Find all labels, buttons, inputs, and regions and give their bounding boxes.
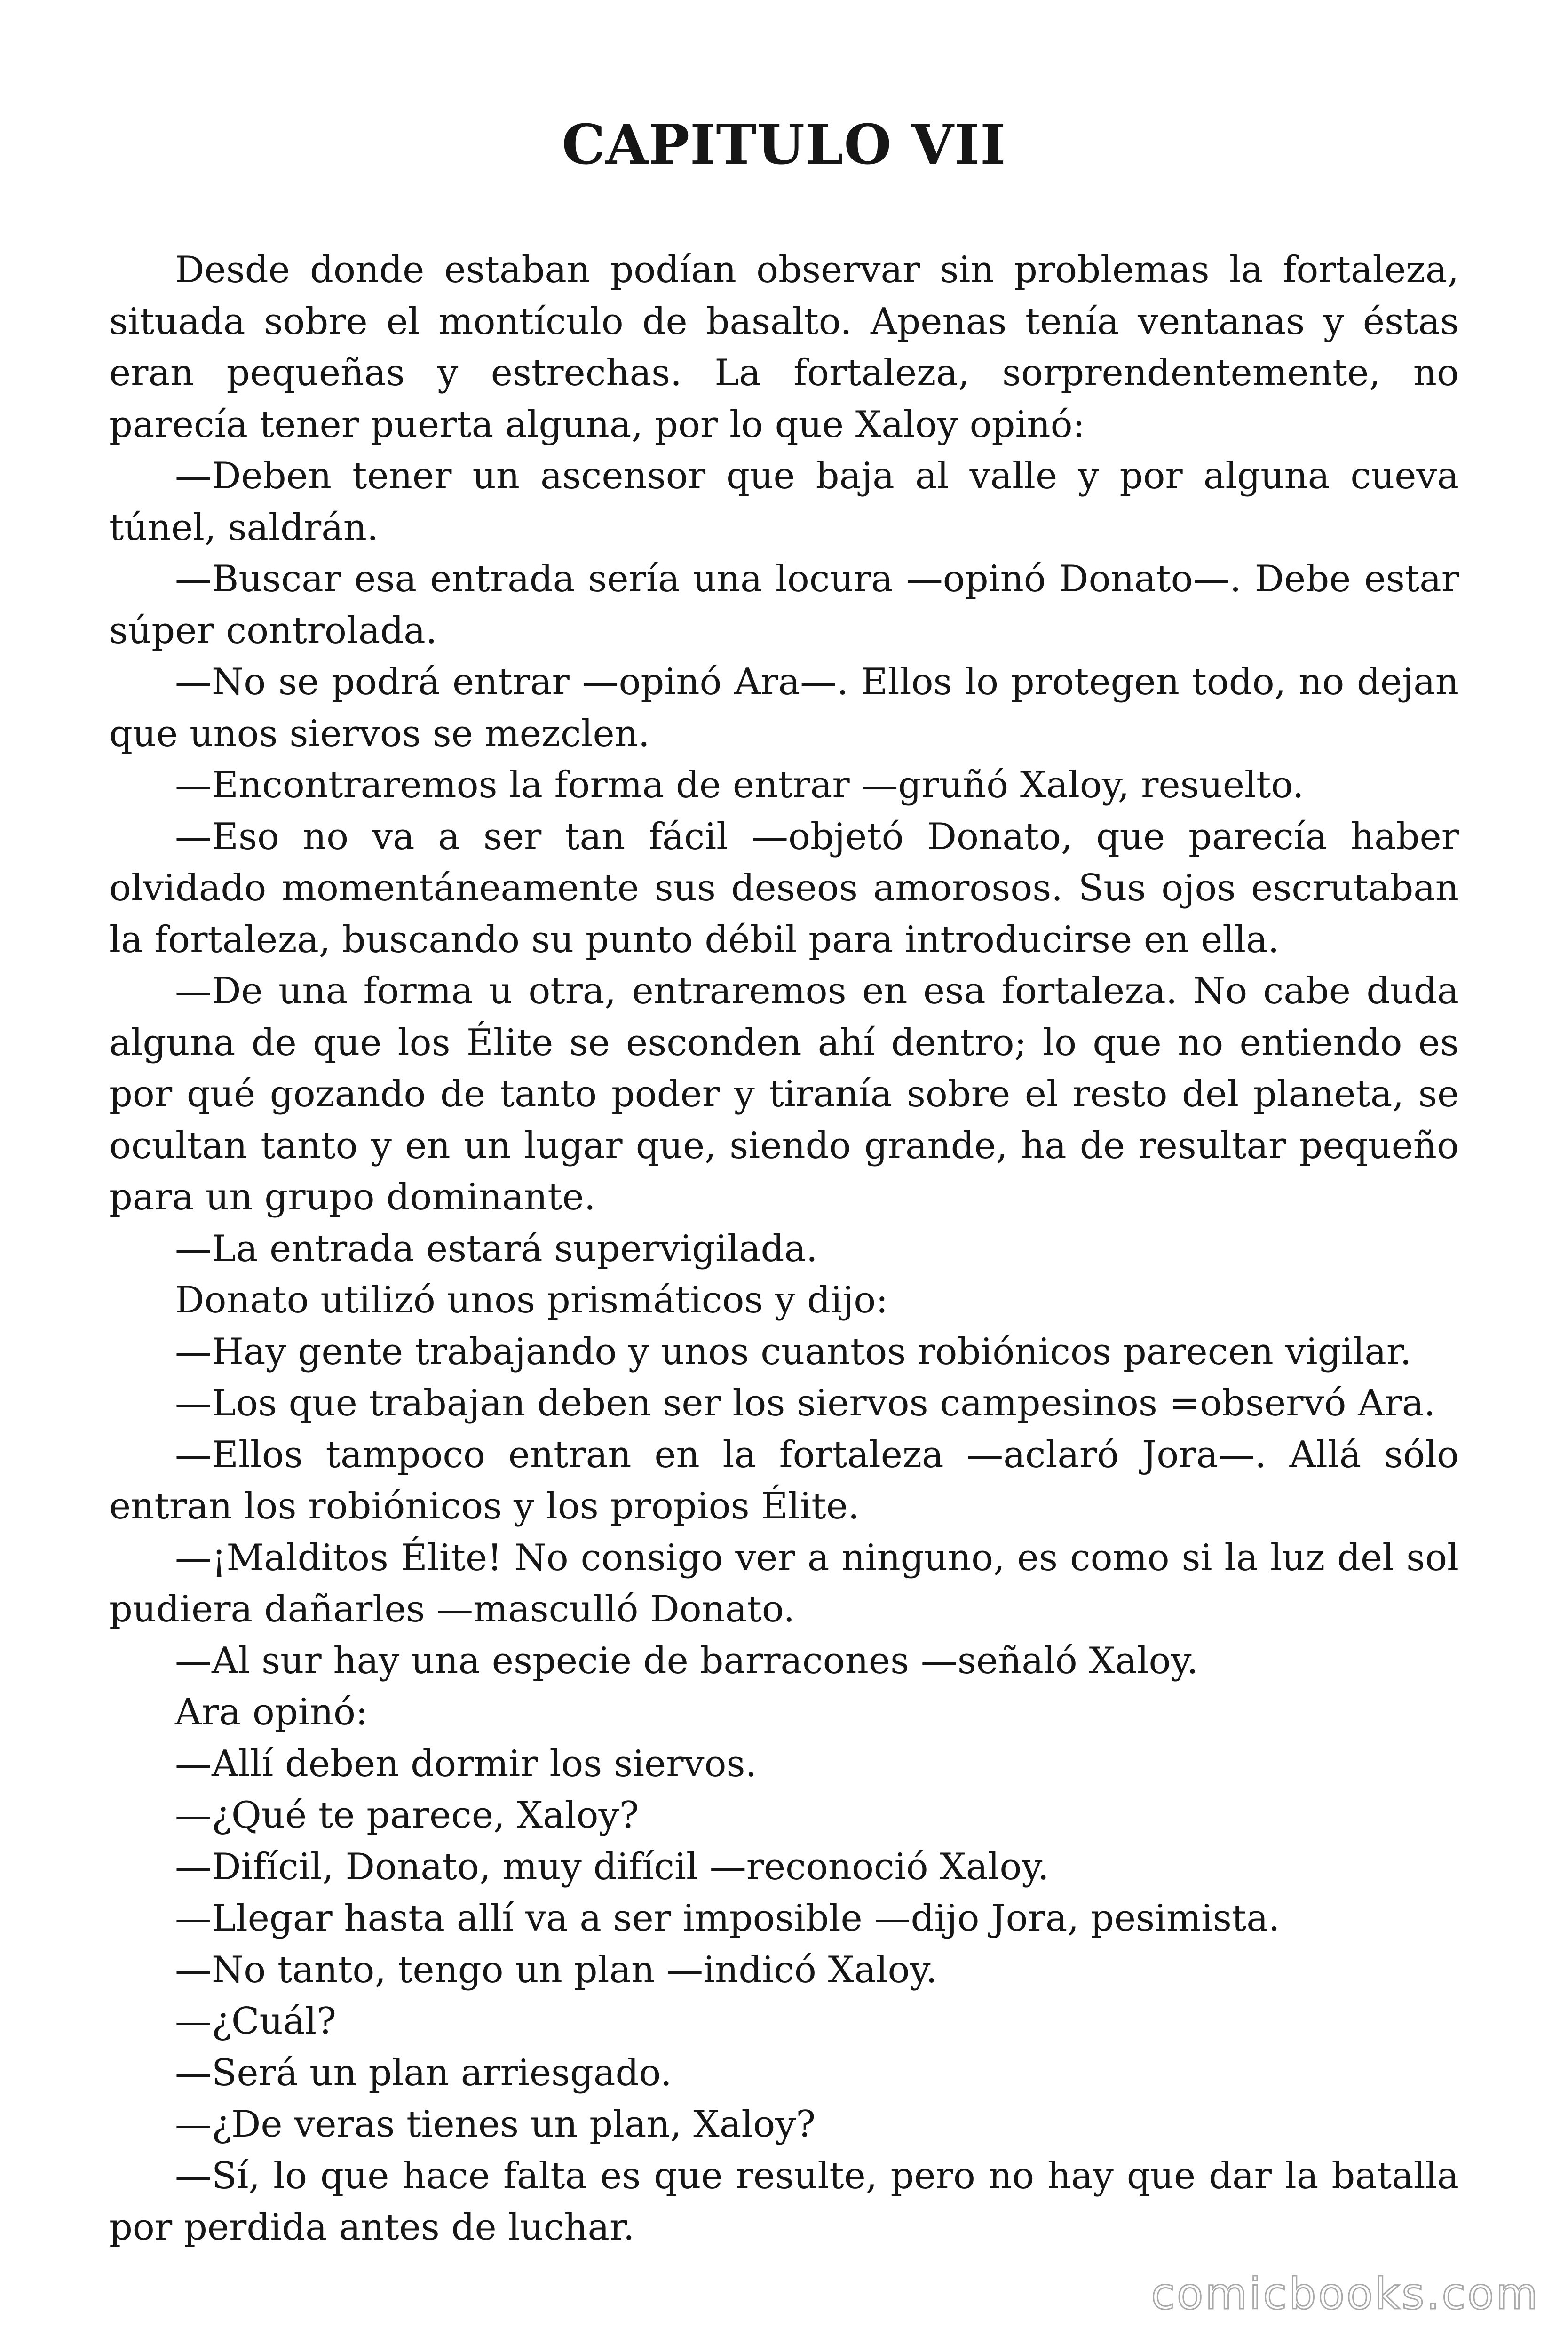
paragraph: —Sí, lo que hace falta es que resulte, pero no hay que dar la batalla por perdida antes de luchar. (109, 2154, 1459, 2249)
paragraph: —Buscar esa entrada sería una locura —opinó Donato—. Debe estar súper controlada. (109, 558, 1459, 652)
paragraph: —Allí deben dormir los siervos. (175, 1742, 757, 1785)
paragraph: —Difícil, Donato, muy difícil —reconoció Xaloy. (175, 1845, 1049, 1888)
paragraph: —Ellos tampoco entran en la fortaleza —aclaró Jora—. Allá sólo entran los robiónicos y los propios Élite. (109, 1433, 1459, 1527)
watermark: comicbooks.com (1151, 2269, 1540, 2319)
paragraph: —No se podrá entrar —opinó Ara—. Ellos lo protegen todo, no dejan que unos siervos se mezclen. (109, 661, 1459, 755)
paragraph: —De una forma u otra, entraremos en esa fortaleza. No cabe duda alguna de que los Élite se esconden ahí dentro; lo que no entiendo es por qué gozando de tanto poder y tiranía sobre el resto del planeta, se ocultan tanto y en un lugar que, siendo grande, ha de resultar pequeño para un grupo dominante. (109, 970, 1459, 1218)
paragraph: —¡Malditos Élite! No consigo ver a ninguno, es como si la luz del sol pudiera dañarles —masculló Donato. (109, 1536, 1459, 1630)
paragraph: —Los que trabajan deben ser los siervos campesinos =observó Ara. (175, 1382, 1436, 1424)
paragraph: —Será un plan arriesgado. (175, 2051, 672, 2094)
paragraph: —No tanto, tengo un plan —indicó Xaloy. (175, 1948, 938, 1991)
paragraph: Ara opinó: (175, 1691, 368, 1733)
paragraph: —Al sur hay una especie de barracones —señaló Xaloy. (175, 1639, 1198, 1682)
paragraph: —Llegar hasta allí va a ser imposible —dijo Jora, pesimista. (175, 1897, 1280, 1939)
paragraph: —Hay gente trabajando y unos cuantos robiónicos parecen vigilar. (175, 1330, 1412, 1373)
paragraph: Desde donde estaban podían observar sin problemas la fortaleza, situada sobre el montículo de basalto. Apenas tenía ventanas y éstas eran pequeñas y estrechas. La fortaleza, sorprendentemente, no parecía tener puerta alguna, por lo que Xaloy opinó: (109, 249, 1459, 446)
paragraph: —¿Qué te parece, Xaloy? (175, 1794, 639, 1836)
paragraph: —Deben tener un ascensor que baja al valle y por alguna cueva túnel, saldrán. (109, 455, 1459, 549)
paragraph: —Eso no va a ser tan fácil —objetó Donato, que parecía haber olvidado momentáneamente sus deseos amorosos. Sus ojos escrutaban la fortaleza, buscando su punto débil para introducirse en ella. (109, 815, 1459, 961)
paragraph: —¿De veras tienes un plan, Xaloy? (175, 2103, 816, 2145)
paragraph: —Encontraremos la forma de entrar —gruñó Xaloy, resuelto. (175, 764, 1304, 806)
chapter-body (109, 245, 1459, 2254)
chapter-title: CAPITULO VII (562, 112, 1006, 177)
paragraph: Donato utilizó unos prismáticos y dijo: (175, 1279, 888, 1321)
paragraph: —¿Cuál? (175, 2000, 337, 2042)
paragraph: —La entrada estará supervigilada. (175, 1227, 818, 1270)
